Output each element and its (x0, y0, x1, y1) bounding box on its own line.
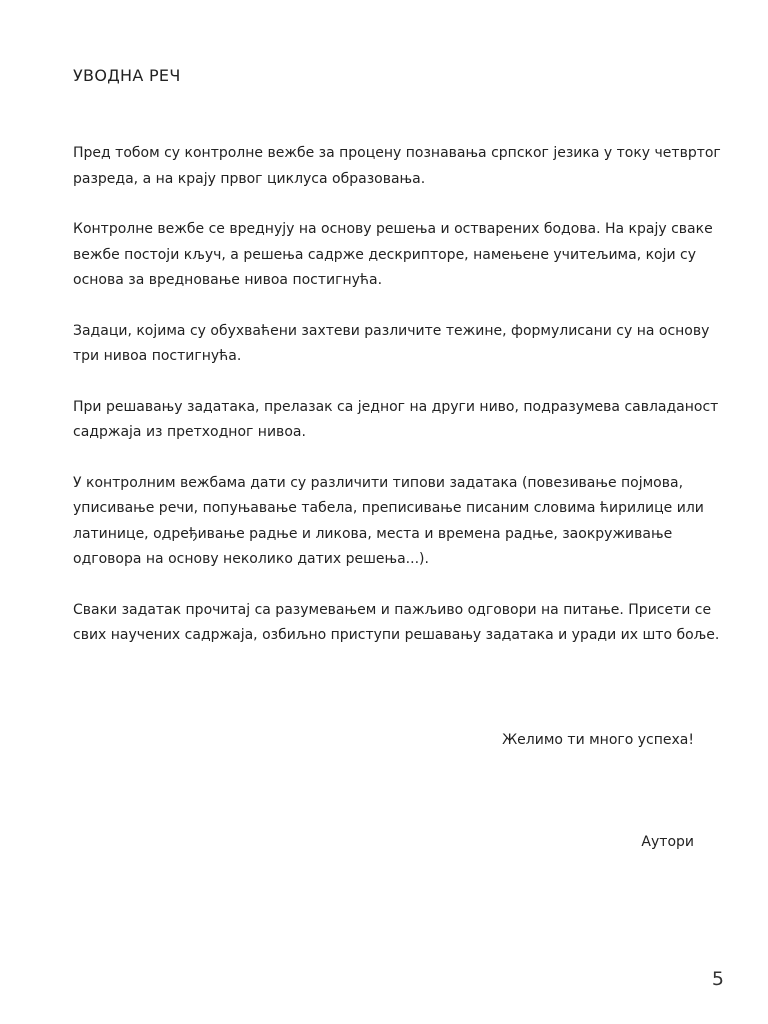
paragraph-line: разреда, а на крају првог циклуса образовања. (73, 170, 426, 187)
paragraph (73, 217, 713, 294)
intro-body (73, 141, 721, 674)
paragraph-line: Задаци, којима су обухваћени захтеви различите тежине, формулисани су на основу (73, 322, 710, 339)
paragraph-line: одговора на основу неколико датих решења...). (73, 551, 429, 567)
paragraph-line: уписивање речи, попуњавање табела, преписивање писаним словима ћирилице или (73, 500, 704, 516)
paragraph-line: основа за вредновање нивоа постигнућа. (73, 272, 383, 288)
closing-wish: Желимо ти много успеха! (502, 732, 694, 748)
paragraph-line: При решавању задатака, прелазак са једног на други ниво, подразумева савладаност (73, 398, 719, 415)
paragraph-line: садржаја из претходног нивоа. (73, 424, 306, 440)
paragraph-line: латинице, одређивање радње и ликова, места и времена радње, заокруживање (73, 525, 673, 542)
page-title: УВОДНА РЕЧ (73, 66, 181, 85)
paragraph (73, 319, 710, 370)
paragraph-line: У контролним вежбама дати су различити типови задатака (повезивање појмова, (73, 474, 684, 491)
paragraph-line: три нивоа постигнућа. (73, 348, 242, 364)
paragraph (73, 598, 720, 649)
paragraph (73, 395, 719, 446)
authors-signature: Аутори (641, 834, 694, 850)
paragraph-line: Пред тобом су контролне вежбе за процену познавања српског језика у току четвртог (73, 145, 721, 161)
paragraph-line: свих научених садржаја, озбиљно приступи решавању задатака и уради их што боље. (73, 627, 720, 643)
paragraph-line: Контролне вежбе се вреднују на основу решења и остварених бодова. На крају сваке (73, 221, 713, 237)
paragraph (73, 471, 703, 573)
page-number: 5 (711, 968, 724, 990)
paragraph-line: вежбе постоји кључ, а решења садрже дескрипторе, намењене учитељима, који су (73, 246, 697, 263)
paragraph (73, 141, 721, 192)
paragraph-line: Сваки задатак прочитај са разумевањем и пажљиво одговори на питање. Присети се (73, 601, 712, 618)
